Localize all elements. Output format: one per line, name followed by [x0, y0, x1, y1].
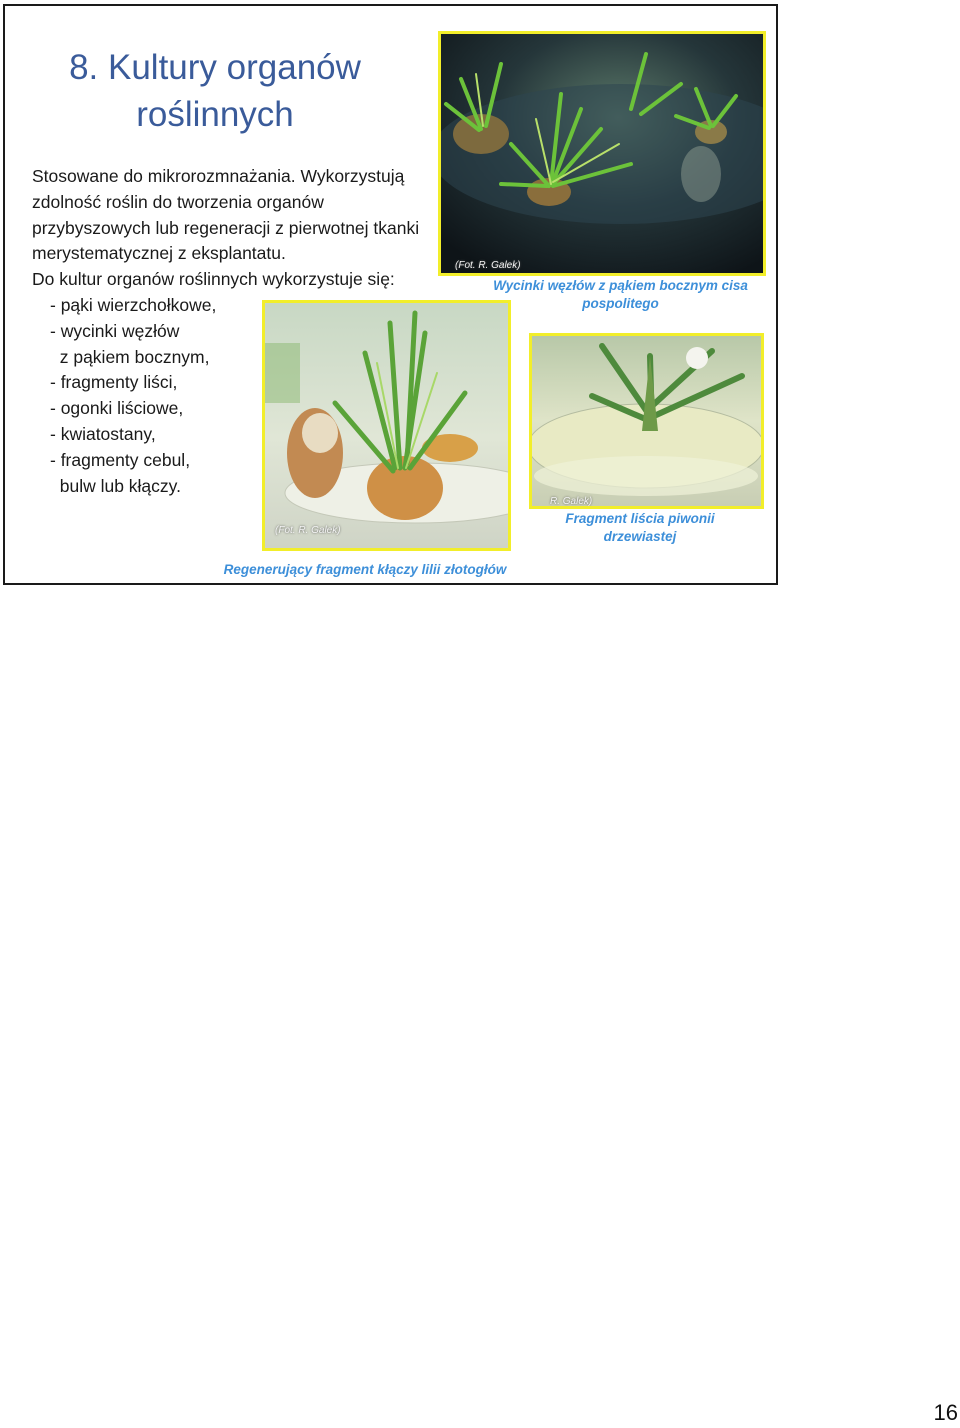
photo-credit: (Fot. R. Galek): [455, 260, 521, 271]
caption-line: pospolitego: [582, 296, 659, 311]
list-item: - wycinki węzłów: [50, 320, 180, 341]
page-number: 16: [933, 1400, 958, 1425]
caption-line: drzewiastej: [603, 529, 677, 544]
photo-credit: R. Galek): [550, 496, 593, 507]
paragraph-1-line-2: zdolność roślin do tworzenia organów: [32, 191, 324, 212]
yew-photo-caption: [483, 277, 758, 313]
list-item: - fragmenty cebul,: [50, 449, 191, 470]
paragraph-1-line-1: Stosowane do mikrorozmnażania. Wykorzystują: [32, 166, 405, 186]
list-item: - kwiatostany,: [50, 423, 156, 444]
peony-photo-caption: [525, 510, 755, 546]
slide: [3, 4, 778, 585]
paragraph-2: Do kultur organów roślinnych wykorzystuje się:: [32, 269, 395, 290]
title-line-1: 8. Kultury organów: [69, 48, 361, 87]
yew-culture-photo: [438, 31, 766, 276]
photo-credit: (Fot. R. Galek): [275, 525, 341, 536]
list-item: - fragmenty liści,: [50, 372, 178, 393]
title-line-2: roślinnych: [136, 95, 294, 134]
lily-culture-photo: [262, 300, 511, 551]
slide-title: [25, 44, 405, 138]
paragraph-1-line-3: przybyszowych lub regeneracji z pierwotnej tkanki: [32, 217, 420, 238]
list-item: z pąkiem bocznym,: [50, 346, 210, 367]
lily-photo-caption: Regenerujący fragment kłączy lilii złotogłów: [223, 562, 507, 577]
peony-culture-photo: [529, 333, 764, 509]
list-item: - ogonki liściowe,: [50, 398, 184, 419]
caption-line: Wycinki węzłów z pąkiem bocznym cisa: [493, 278, 748, 293]
paragraph-1-line-4: merystematycznej z eksplantatu.: [32, 243, 286, 264]
list-item: - pąki wierzchołkowe,: [50, 294, 217, 315]
list-item: bulw lub kłączy.: [50, 475, 181, 496]
caption-line: Fragment liścia piwonii: [565, 511, 715, 526]
